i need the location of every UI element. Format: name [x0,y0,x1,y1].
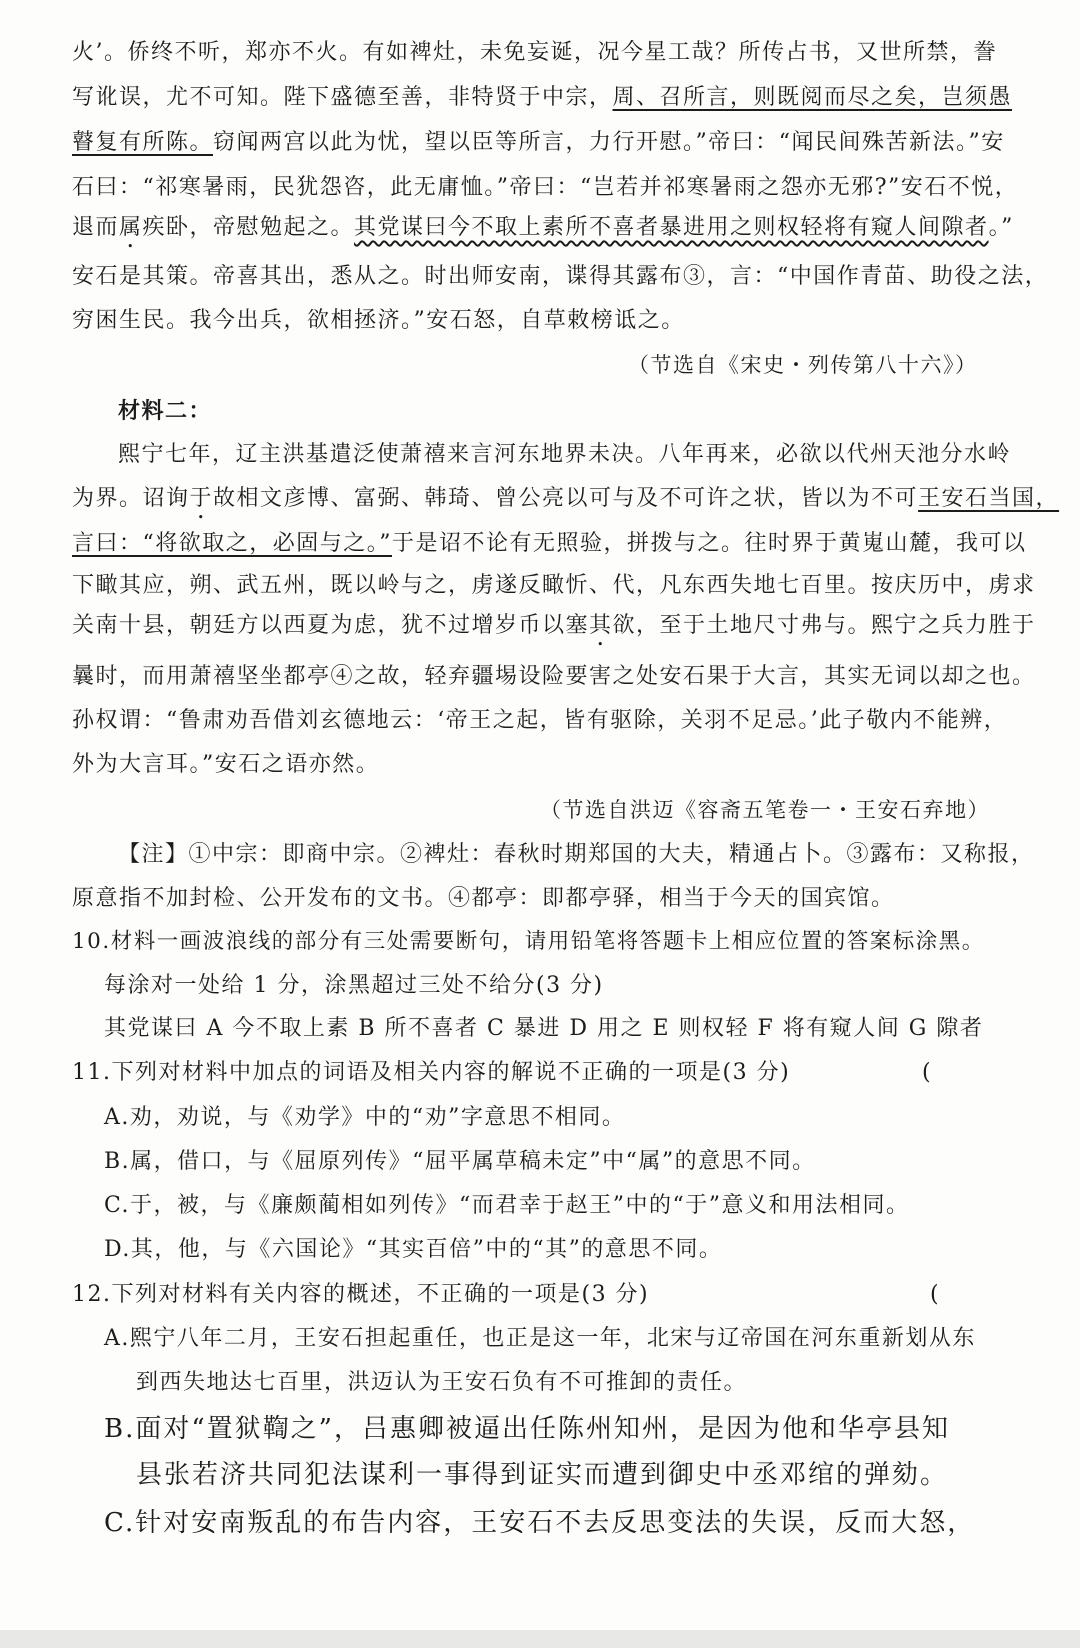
q10-scoring: 每涂对一处给 1 分，涂黑超过三处不给分(3 分) [104,973,604,998]
page-bottom-edge [0,1630,1080,1648]
q11-stem: 11.下列对材料中加点的词语及相关内容的解说不正确的一项是(3 分) [72,1060,791,1085]
underlined-phrase: 言曰：“将欲取之，必固与之。” [72,531,392,556]
dotted-word: 属 [119,215,143,240]
wavy-underlined-passage: 其党谋曰今不取上素所不喜者暴进用之则权轻将有窥人间隙者 [354,215,989,240]
m1-source: （节选自《宋史・列传第八十六》） [628,353,978,377]
q12-option-b-line-1: B.面对“置狱鞫之”，吕惠卿被逼出任陈州知州，是因为他和华亭县知 [104,1414,950,1444]
dotted-word: 其 [589,613,613,638]
m1-line-2: 写讹误，尤不可知。陛下盛德至善，非特贤于中宗，周、召所言，则既阅而尽之矣，岂须愚 [72,85,1013,110]
m1-line-7: 穷困生民。我今出兵，欲相拯济。”安石怒，自草敕榜诋之。 [72,308,685,333]
m2-line-6: 曩时，而用萧禧坚坐都亭④之故，轻弃疆埸设险要害之处安石果于大言，其实无词以却之也。 [72,664,1036,689]
q11-option-b: B.属，借口，与《屈原列传》“屈平属草稿未定”中“属”的意思不同。 [104,1149,816,1174]
m2-line-8: 外为大言耳。”安石之语亦然。 [72,752,380,777]
m1-line-3: 瞽复有所陈。窃闻两宫以此为忧，望以臣等所言，力行开慰。”帝曰：“闻民间殊苦新法。”安 [72,130,1005,155]
q12-option-a-line-1: A.熙宁八年二月，王安石担起重任，也正是这一年，北宋与辽帝国在河东重新划从东 [104,1326,976,1351]
m2-line-2: 为界。诏询于故相文彦博、富弼、韩琦、曾公亮以可与及不可许之状，皆以为不可王安石当国， [72,486,1060,511]
q12-answer-paren: ( [930,1282,941,1307]
note-line-2: 原意指不加封检、公开发布的文书。④都亭：即都亭驿，相当于今天的国宾馆。 [72,886,895,911]
q12-option-a-line-2: 到西失地达七百里，洪迈认为王安石负有不可推卸的责任。 [136,1370,748,1395]
underlined-phrase: 周、召所言，则既阅而尽之矣，岂须愚 [612,85,1013,110]
m2-heading: 材料二： [118,398,213,424]
m2-line-4: 下瞰其应，朔、武五州，既以岭与之，虏遂反瞰忻、代，凡东西失地七百里。按庆历中，虏求 [72,573,1036,598]
m2-line-7: 孙权谓：“鲁肃劝吾借刘玄德地云：‘帝王之起，皆有驱除，关羽不足忌。’此子敬内不能辨， [72,708,1008,733]
q11-option-a: A.劝，劝说，与《劝学》中的“劝”字意思不相同。 [104,1105,626,1130]
underlined-phrase: 瞽复有所陈。 [72,130,214,155]
m1-line-1: 火’。侨终不听，郑亦不火。有如裨灶，未免妄诞，况今星工哉？所传占书，又世所禁，誊 [72,40,997,65]
m2-line-5: 关南十县，朝廷方以西夏为虑，犹不过增岁币以塞其欲，至于土地尺寸弗与。熙宁之兵力胜于 [72,613,1036,638]
m2-line-1: 熙宁七年，辽主洪基遣泛使萧禧来言河东地界未决。八年再来，必欲以代州天池分水岭 [118,442,1012,467]
q11-answer-paren: ( [922,1060,933,1085]
q10-passage-options: 其党谋曰 A 今不取上素 B 所不喜者 C 暴进 D 用之 E 则权轻 F 将有窥人间 G 隙者 [104,1016,984,1041]
m2-source: （节选自洪迈《容斋五笔卷一・王安石弃地） [540,798,990,822]
q11-option-c: C.于，被，与《廉颇蔺相如列传》“而君幸于赵王”中的“于”意义和用法相同。 [104,1193,910,1218]
underlined-phrase: 王安石当国， [918,486,1060,511]
note-line-1: 【注】①中宗：即商中宗。②裨灶：春秋时期郑国的大夫，精通占卜。③露布：又称报， [118,842,1035,867]
m1-line-4: 石曰：“祁寒暑雨，民犹怨咨，此无庸恤。”帝曰：“岂若并祁寒暑雨之怨亦无邪?”安石不悦， [72,175,1019,200]
q12-option-c-line-1: C.针对安南叛乱的布告内容，王安石不去反思变法的失误，反而大怒， [104,1508,976,1538]
q10-stem: 10.材料一画波浪线的部分有三处需要断句，请用铅笔将答题卡上相应位置的答案标涂黑。 [72,929,985,954]
q11-option-d: D.其，他，与《六国论》“其实百倍”中的“其”的意思不同。 [104,1237,723,1262]
m2-line-3: 言曰：“将欲取之，必固与之。”于是诏不论有无照验，拼拨与之。往时界于黄嵬山麓，我可以 [72,531,1027,556]
dotted-word: 于 [189,486,214,511]
m1-line-5: 退而属疾卧，帝慰勉起之。其党谋曰今不取上素所不喜者暴进用之则权轻将有窥人间隙者。” [72,215,1014,240]
q12-stem: 12.下列对材料有关内容的概述，不正确的一项是(3 分) [72,1282,650,1307]
q12-option-b-line-2: 县张若济共同犯法谋利一事得到证实而遭到御史中丞邓绾的弹劾。 [136,1460,949,1490]
m1-line-6: 安石是其策。帝喜其出，悉从之。时出师安南，谍得其露布③，言：“中国作青苗、助役之法， [72,264,1049,289]
